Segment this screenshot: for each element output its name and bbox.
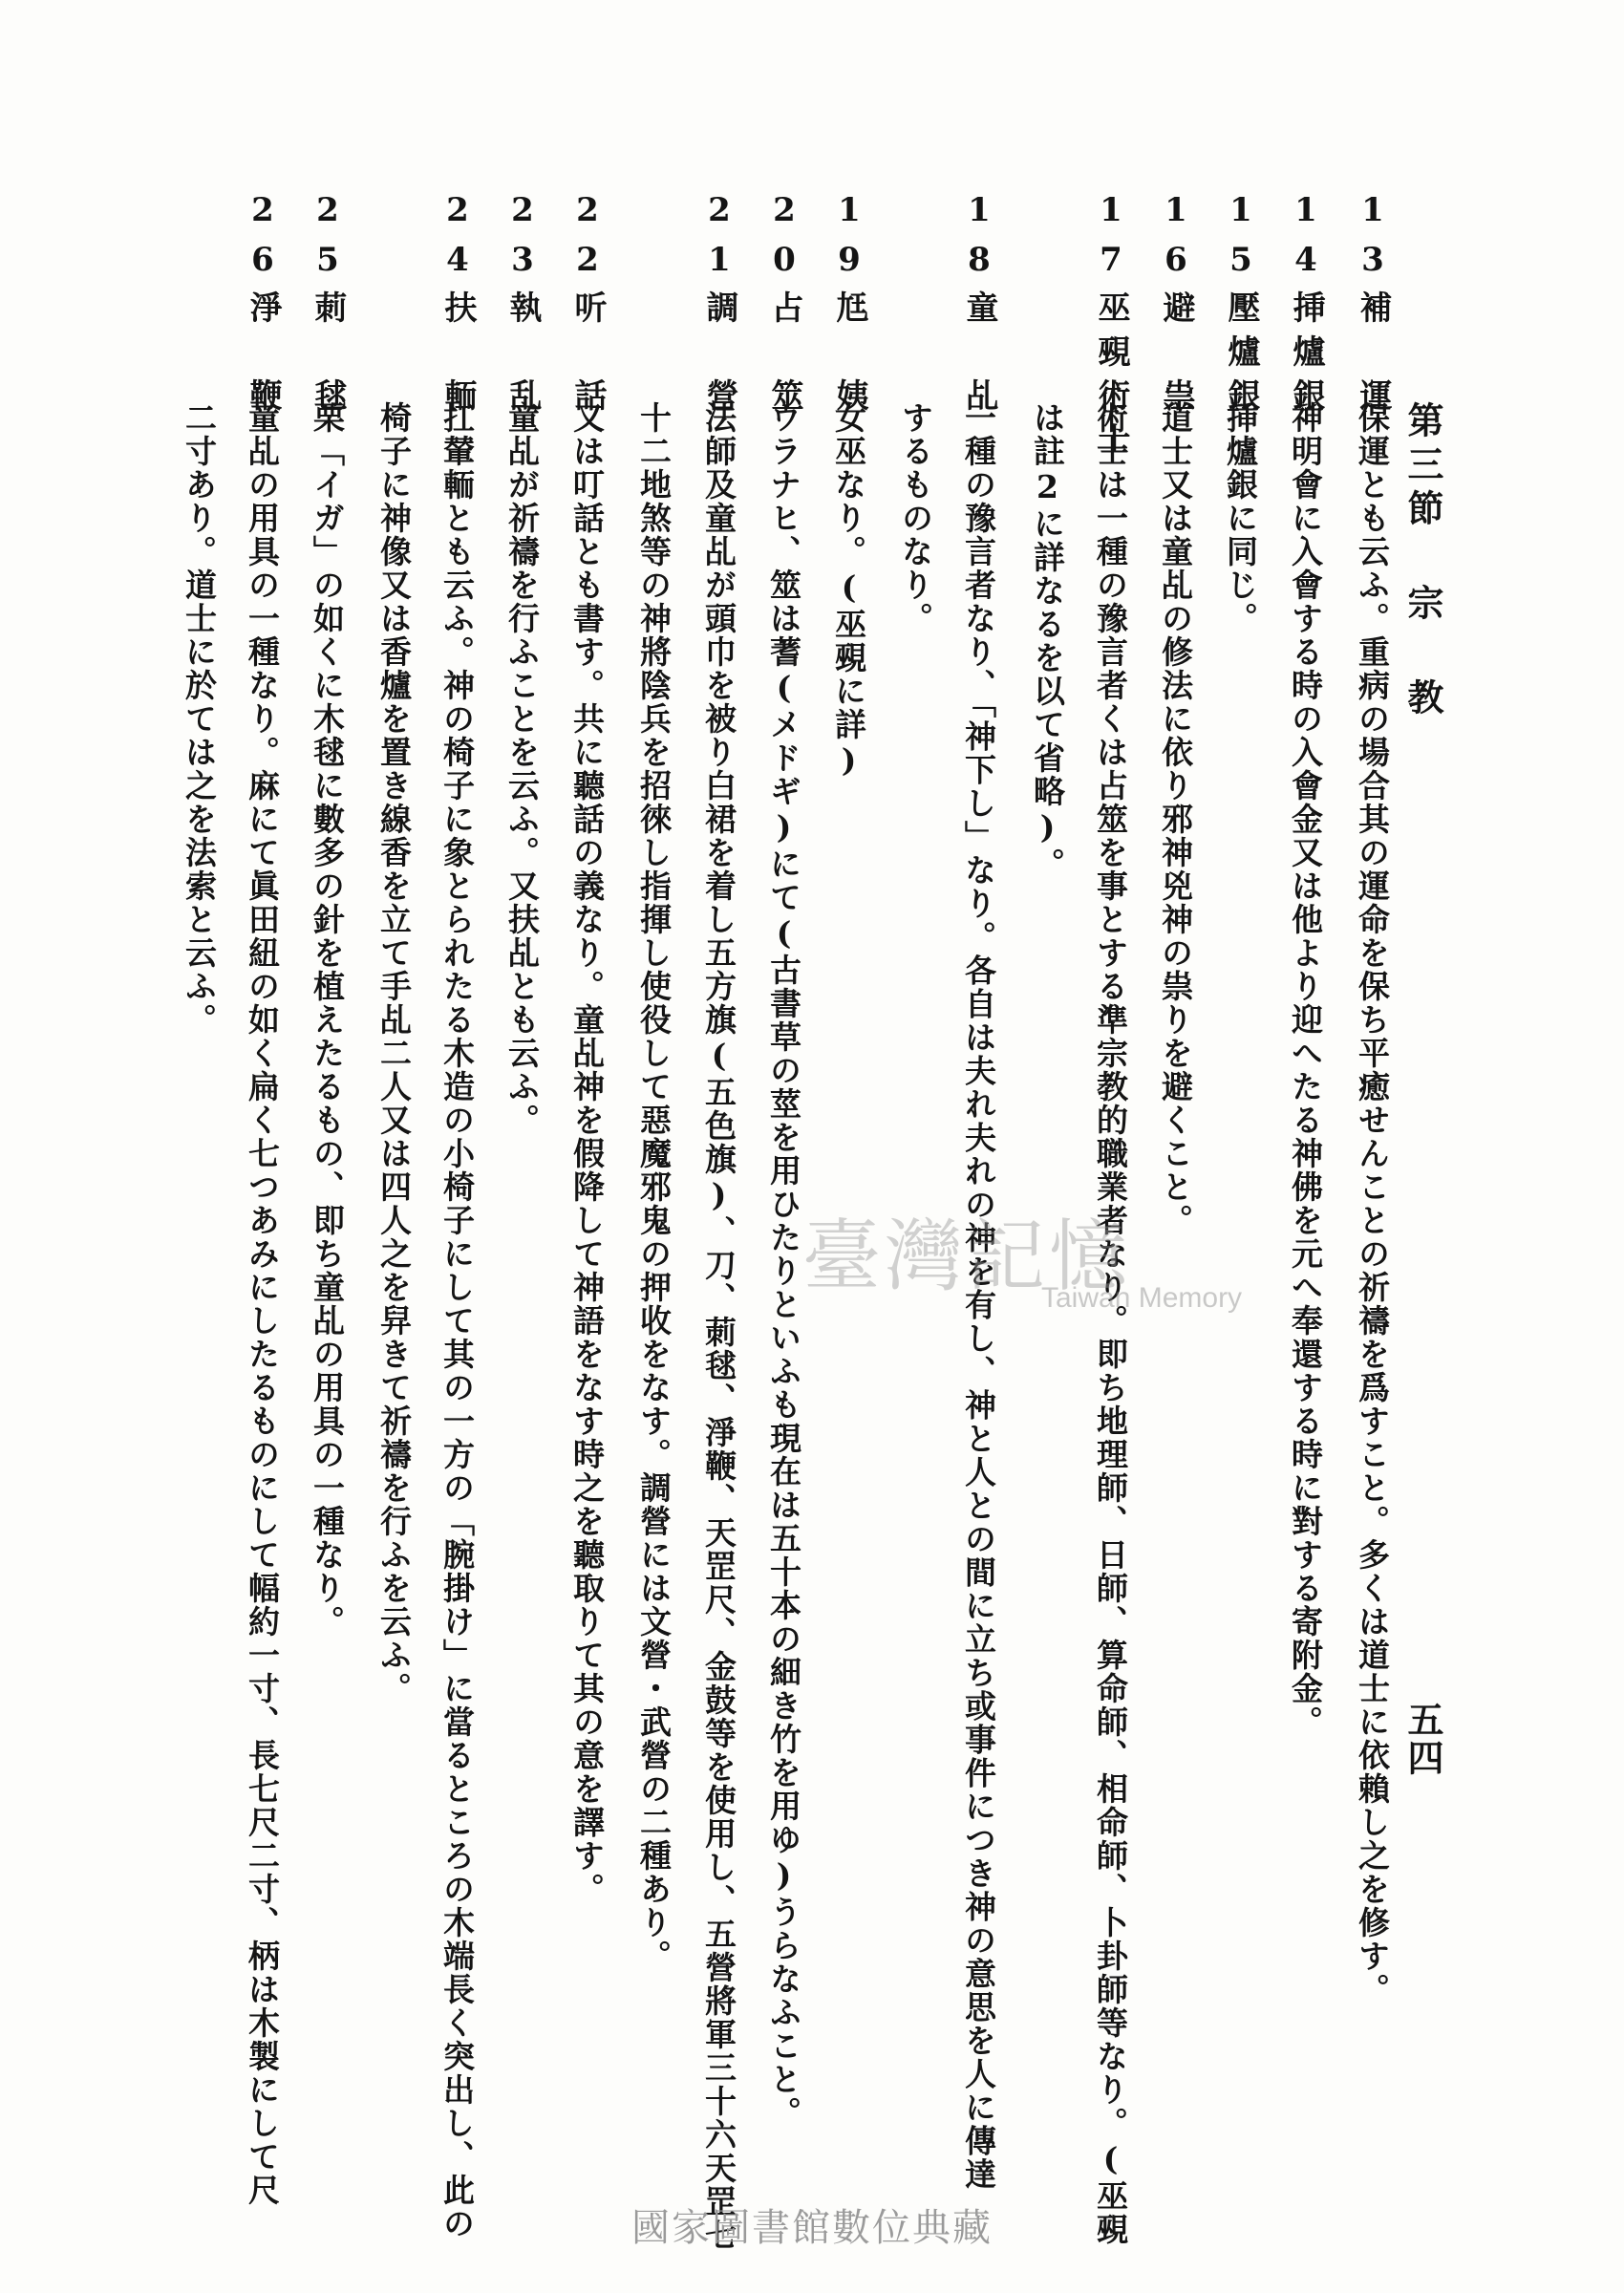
entry-18-text-cont: するものなり。 <box>897 401 934 635</box>
entry-23-term: 23執 乱 <box>503 191 542 422</box>
entry-26-text: 童乩の用具の一種なり。麻にて眞田紐の如く扁く七つあみにしたるものにして幅約一寸、長七尺二寸、柄は木製にして尺 <box>244 401 281 2207</box>
entry-25-term: 25莿 毬 <box>309 191 347 422</box>
entry-14-text: 神明會に入會する時の入會金又は他より迎へたる神佛を元へ奉還する時に對する寄附金。 <box>1287 401 1324 1739</box>
entry-18-term: 18童 乩 <box>960 191 998 422</box>
page-number: 五四 <box>1401 1701 1444 1777</box>
watermark <box>802 1194 1299 1328</box>
entry-19-term: 19尪 姨 <box>830 191 868 422</box>
watermark-logo-text: 臺灣記憶 <box>802 1211 1132 1302</box>
watermark-subtitle: Taiwan Memory <box>1041 1282 1243 1314</box>
entry-15-term: 15壓爐銀 <box>1222 191 1260 422</box>
entry-21-text-cont: 十二地煞等の神將陰兵を招徠し指揮し使役して惡魔邪鬼の押收をなす。調營には文營・武營の二種あり。 <box>635 401 673 1973</box>
entry-21-text: 法師及童乩が頭巾を被り白裙を着し五方旗(五色旗)、刀、莿毬、淨鞭、天罡尺、金鼓等を使用し、五營將軍三十六天罡七 <box>700 401 737 2252</box>
footer-label: 國家圖書館數位典藏 <box>631 2206 993 2250</box>
entry-16-text: 道士又は童乩の修法に依り邪神兇神の祟りを避くこと。 <box>1157 401 1194 1237</box>
entry-24-term: 24扶 輀 <box>438 191 477 422</box>
entry-19-text: 女巫なり。(巫覡に詳) <box>830 401 867 781</box>
entry-16-term: 16避 祟 <box>1157 191 1195 422</box>
entry-24-text: 扛輦輀とも云ふ。神の椅子に象とられたる木造の小椅子にして其の一方の「腕掛け」に當るところの木端長く突出し、此の <box>438 401 476 2240</box>
entry-17-term: 17巫覡術士 <box>1092 191 1130 466</box>
entry-14-term: 14挿爐銀 <box>1287 191 1325 422</box>
entry-24-text-cont: 椅子に神像又は香爐を置き線香を立て手乩二人又は四人之を舁きて祈禱を行ふを云ふ。 <box>375 401 413 1705</box>
entry-21-term: 21調 營 <box>700 191 738 422</box>
entry-18-text: 一種の豫言者なり、「神下し」なり。各自は夫れ夫れの神を有し、神と人との間に立ち或事件につき神の意思を人に傳達 <box>960 401 997 2192</box>
entry-13-text: 保運とも云ふ。重病の場合其の運命を保ち平癒せんことの祈禱を爲すこと。多くは道士に依賴し之を修す。 <box>1354 401 1391 2006</box>
entry-17-text-cont: は註2に詳なるを以て省略)。 <box>1029 401 1066 881</box>
entry-15-text: 挿爐銀に同じ。 <box>1222 401 1259 635</box>
entry-13-term: 13補 運 <box>1354 191 1392 422</box>
entry-23-text: 童乩が祈禱を行ふことを云ふ。又扶乩とも云ふ。 <box>503 401 541 1137</box>
entry-25-text: 栗「イガ」の如くに木毬に數多の針を植えたるもの、即ち童乩の用具の一種なり。 <box>309 401 346 1639</box>
entry-22-text: 又は叮話とも書す。共に聽話の義なり。童乩神を假降して神語をなす時之を聽取りて其の意を譯す。 <box>568 401 606 1906</box>
entry-20-text: ウラナヒ、筮は蓍(メドギ)にて(古書草の莖を用ひたりといふも現在は五十本の細き竹を用ゆ)うらなふこと。 <box>765 401 802 2130</box>
entry-26-text-cont: 二寸あり。道士に於ては之を法索と云ふ。 <box>181 401 218 1037</box>
entry-20-term: 20占 筮 <box>765 191 803 422</box>
entry-26-term: 26淨 鞭 <box>244 191 282 422</box>
section-title: 第三節 宗 教 <box>1401 401 1444 722</box>
entry-17-text: 術士は一種の豫言者くは占筮を事とする準宗教的職業者なり。即ち地理師、日師、算命師、相命師、卜卦師等なり。(巫覡 <box>1092 401 1129 2246</box>
entry-22-term: 22听 話 <box>568 191 607 422</box>
